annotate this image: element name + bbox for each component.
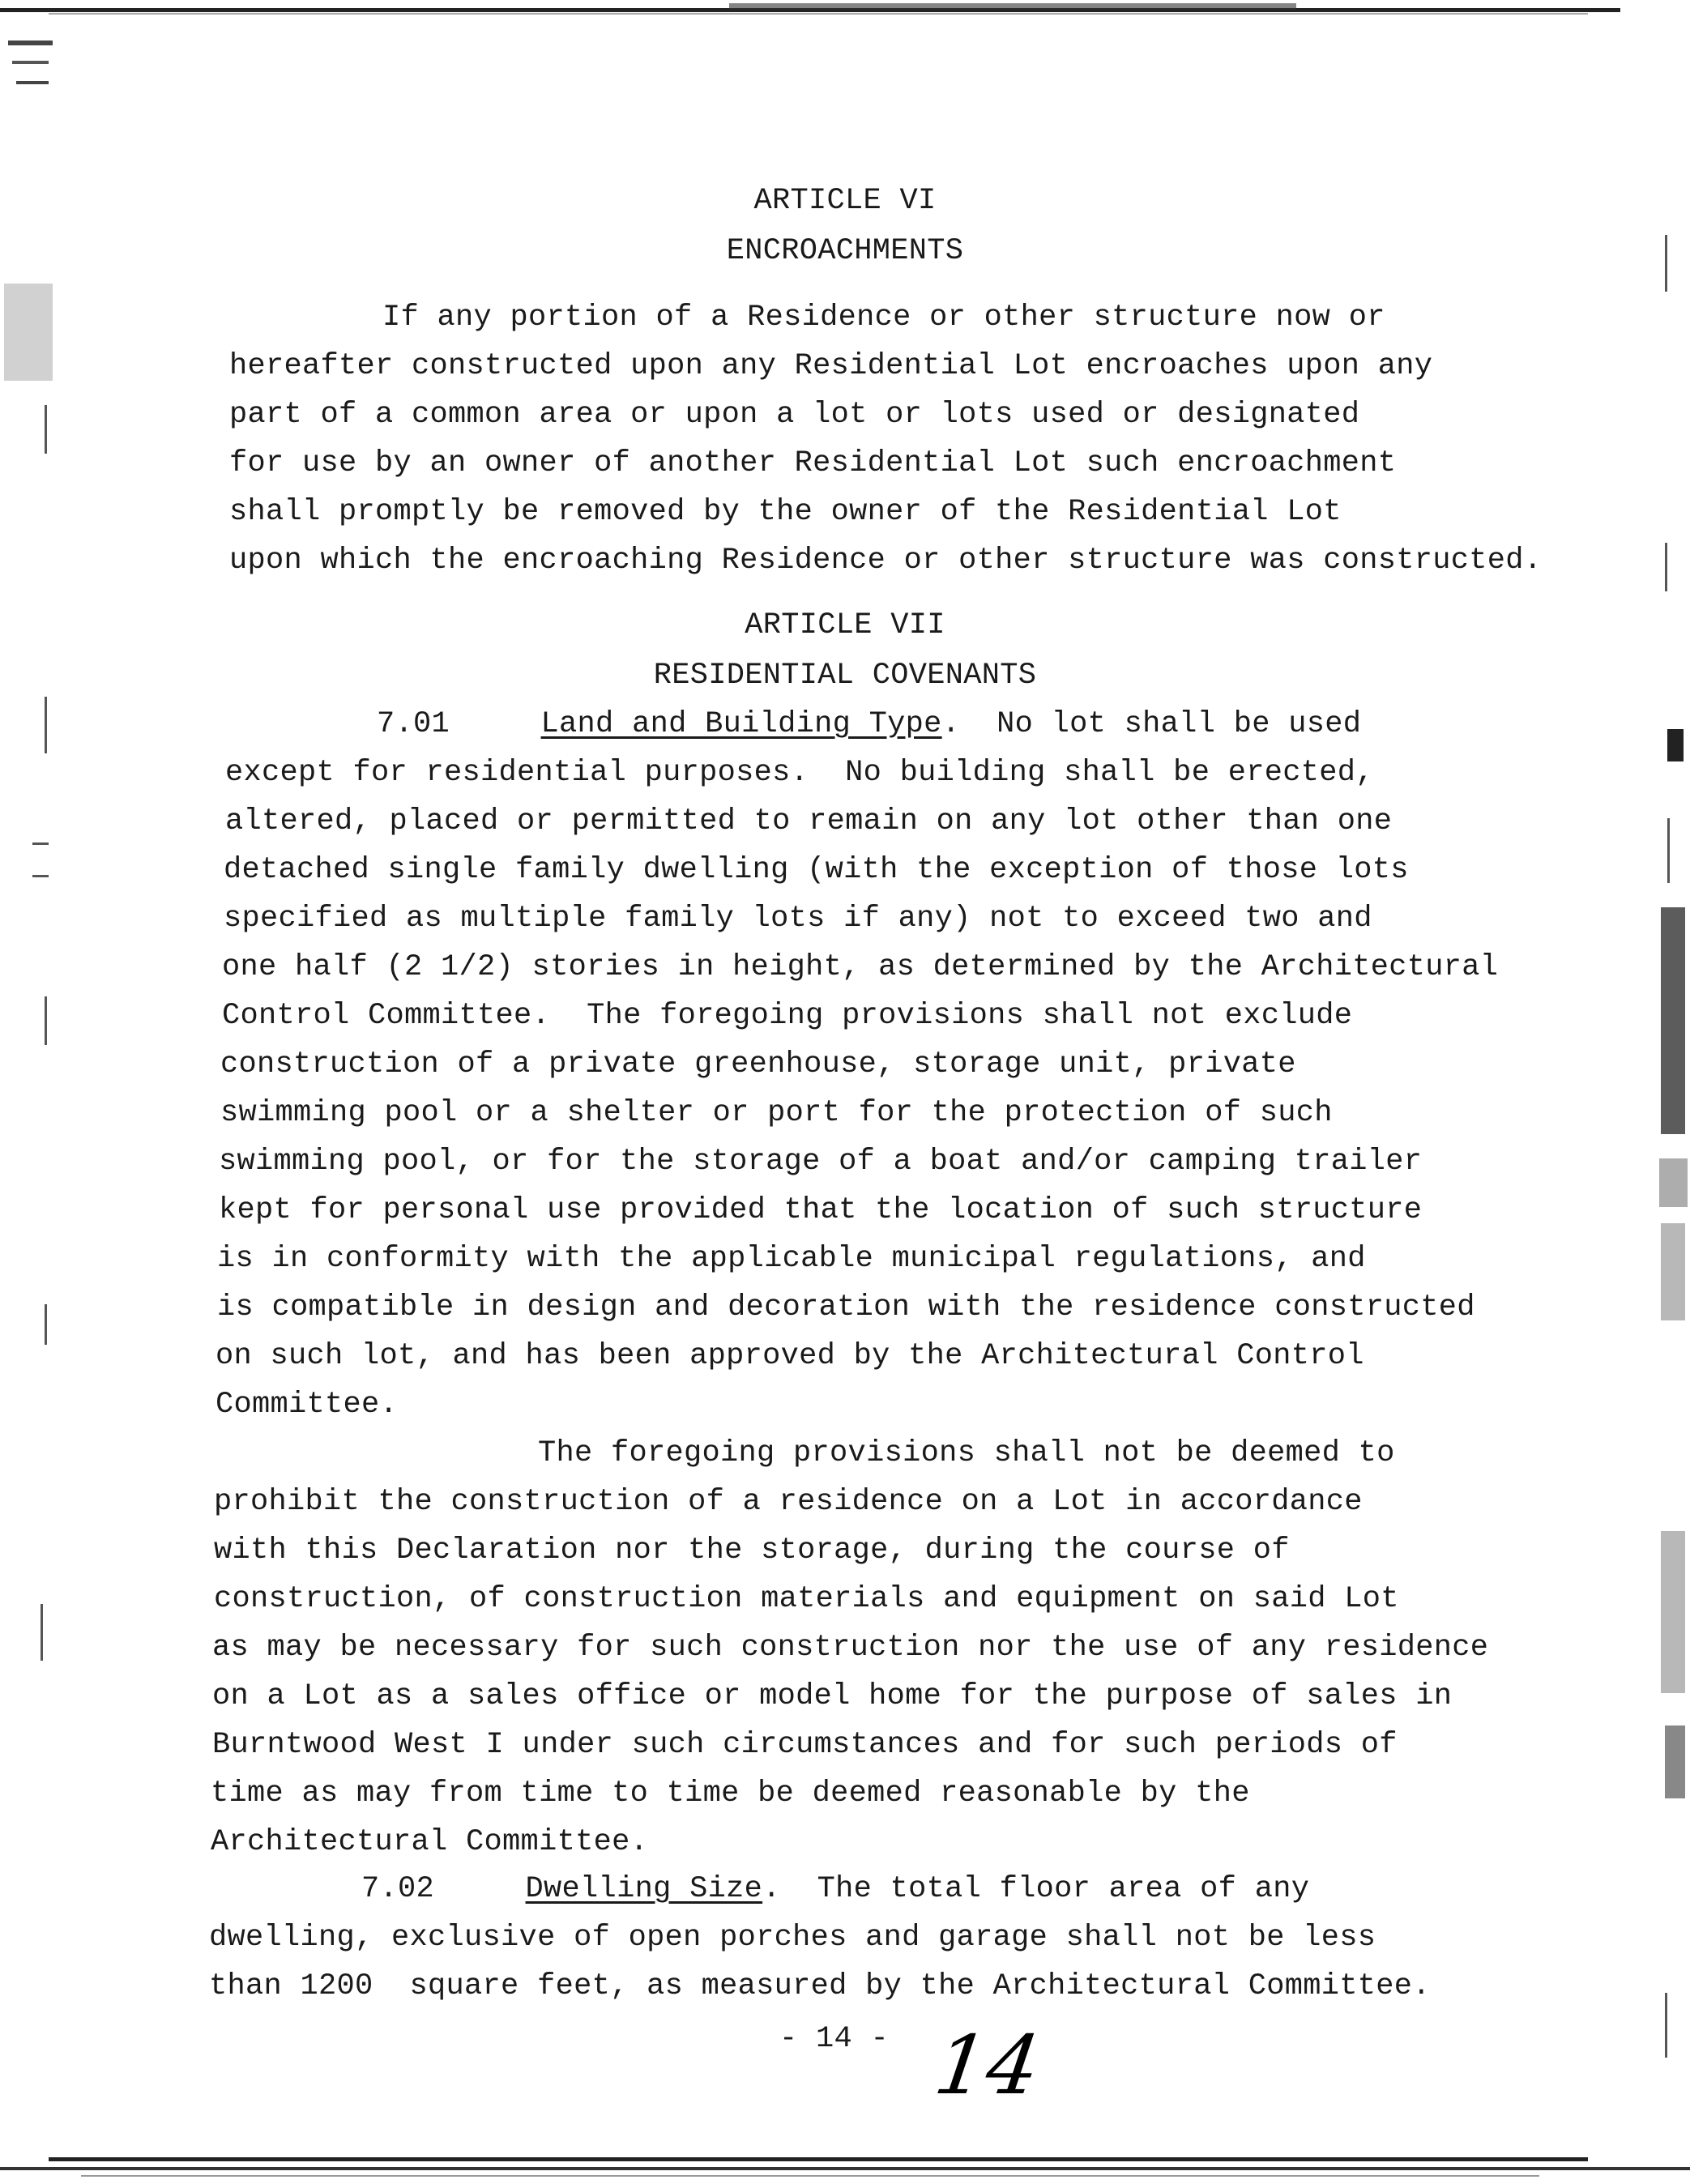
section-7-02-caption: Dwelling Size (525, 1872, 763, 1906)
article-6-heading: ARTICLE VI (753, 184, 937, 218)
article-6-title: ENCROACHMENTS (726, 234, 964, 268)
section-7-01-paragraph-2-line: Architectural Committee. (211, 1825, 649, 1859)
handwritten-page-number: 14 (928, 2018, 1046, 2113)
scan-margin-left (0, 24, 65, 2147)
section-7-01-first-line (377, 706, 1361, 742)
article-6-line: hereafter constructed upon any Residential Lot encroaches upon any (229, 349, 1433, 383)
scan-edge-bottom (0, 2151, 1690, 2184)
scan-edge-top (0, 0, 1690, 24)
article-6-line: for use by an owner of another Residential Lot such encroachment (229, 446, 1397, 480)
section-7-01-line: except for residential purposes. No building shall be erected, (225, 756, 1374, 790)
section-7-01-line: altered, placed or permitted to remain on any lot other than one (225, 804, 1393, 838)
article-6-line: upon which the encroaching Residence or other structure was constructed. (229, 544, 1543, 578)
section-7-01-first-line-rest: . No lot shall be used (941, 707, 1362, 741)
section-7-01-paragraph-2-line: prohibit the construction of a residence on a Lot in accordance (214, 1485, 1363, 1519)
section-7-01-paragraph-2-line: time as may from time to time be deemed reasonable by the (211, 1777, 1250, 1811)
section-7-01-line: detached single family dwelling (with the exception of those lots (224, 853, 1409, 887)
scan-margin-right (1637, 24, 1690, 2147)
section-7-02-first-line-rest: . The total floor area of any (762, 1872, 1310, 1906)
section-7-01-paragraph-2-line: as may be necessary for such construction nor the use of any residence (212, 1631, 1489, 1665)
section-7-01-paragraph-2-line: on a Lot as a sales office or model home for the purpose of sales in (212, 1679, 1453, 1713)
section-7-01-caption: Land and Building Type (540, 707, 942, 741)
section-7-01-line: kept for personal use provided that the location of such structure (219, 1193, 1423, 1227)
section-7-01-line: on such lot, and has been approved by the Architectural Control (216, 1339, 1364, 1373)
section-7-01-line: swimming pool or a shelter or port for the protection of such (220, 1096, 1333, 1130)
article-6-line: part of a common area or upon a lot or lots used or designated (229, 398, 1360, 432)
section-7-01-paragraph-2-line: construction, of construction materials and equipment on said Lot (214, 1582, 1399, 1616)
article-6-line: shall promptly be removed by the owner of the Residential Lot (229, 495, 1342, 529)
section-7-01-line: specified as multiple family lots if any) not to exceed two and (224, 902, 1372, 936)
section-7-02-line: than 1200 square feet, as measured by the Architectural Committee. (209, 1969, 1431, 2003)
section-7-01-line: swimming pool, or for the storage of a boat and/or camping trailer (219, 1145, 1423, 1179)
section-7-01-line: is in conformity with the applicable municipal regulations, and (217, 1242, 1366, 1276)
section-7-01-line: Committee. (216, 1388, 399, 1422)
section-7-01-paragraph-2-line: with this Declaration nor the storage, during the course of (214, 1533, 1290, 1568)
section-7-02-line: dwelling, exclusive of open porches and garage shall not be less (209, 1921, 1376, 1955)
section-7-01-paragraph-2-line: The foregoing provisions shall not be deemed to (538, 1436, 1395, 1470)
section-7-02-first-line (361, 1871, 1309, 1907)
article-6-line: If any portion of a Residence or other structure now or (382, 301, 1385, 335)
section-7-01-paragraph-2-line: Burntwood West I under such circumstances and for such periods of (212, 1728, 1398, 1762)
section-7-01-number: 7.01 (377, 707, 450, 741)
article-7-title: RESIDENTIAL COVENANTS (653, 659, 1037, 693)
article-7-heading: ARTICLE VII (745, 608, 945, 642)
section-7-01-line: construction of a private greenhouse, storage unit, private (220, 1047, 1296, 1081)
section-7-01-line: Control Committee. The foregoing provisions shall not exclude (222, 999, 1353, 1033)
section-7-02-number: 7.02 (361, 1872, 435, 1906)
section-7-01-line: is compatible in design and decoration with the residence constructed (217, 1290, 1475, 1324)
section-7-01-line: one half (2 1/2) stories in height, as determined by the Architectural (222, 950, 1499, 984)
page-number: - 14 - (779, 2022, 890, 2056)
